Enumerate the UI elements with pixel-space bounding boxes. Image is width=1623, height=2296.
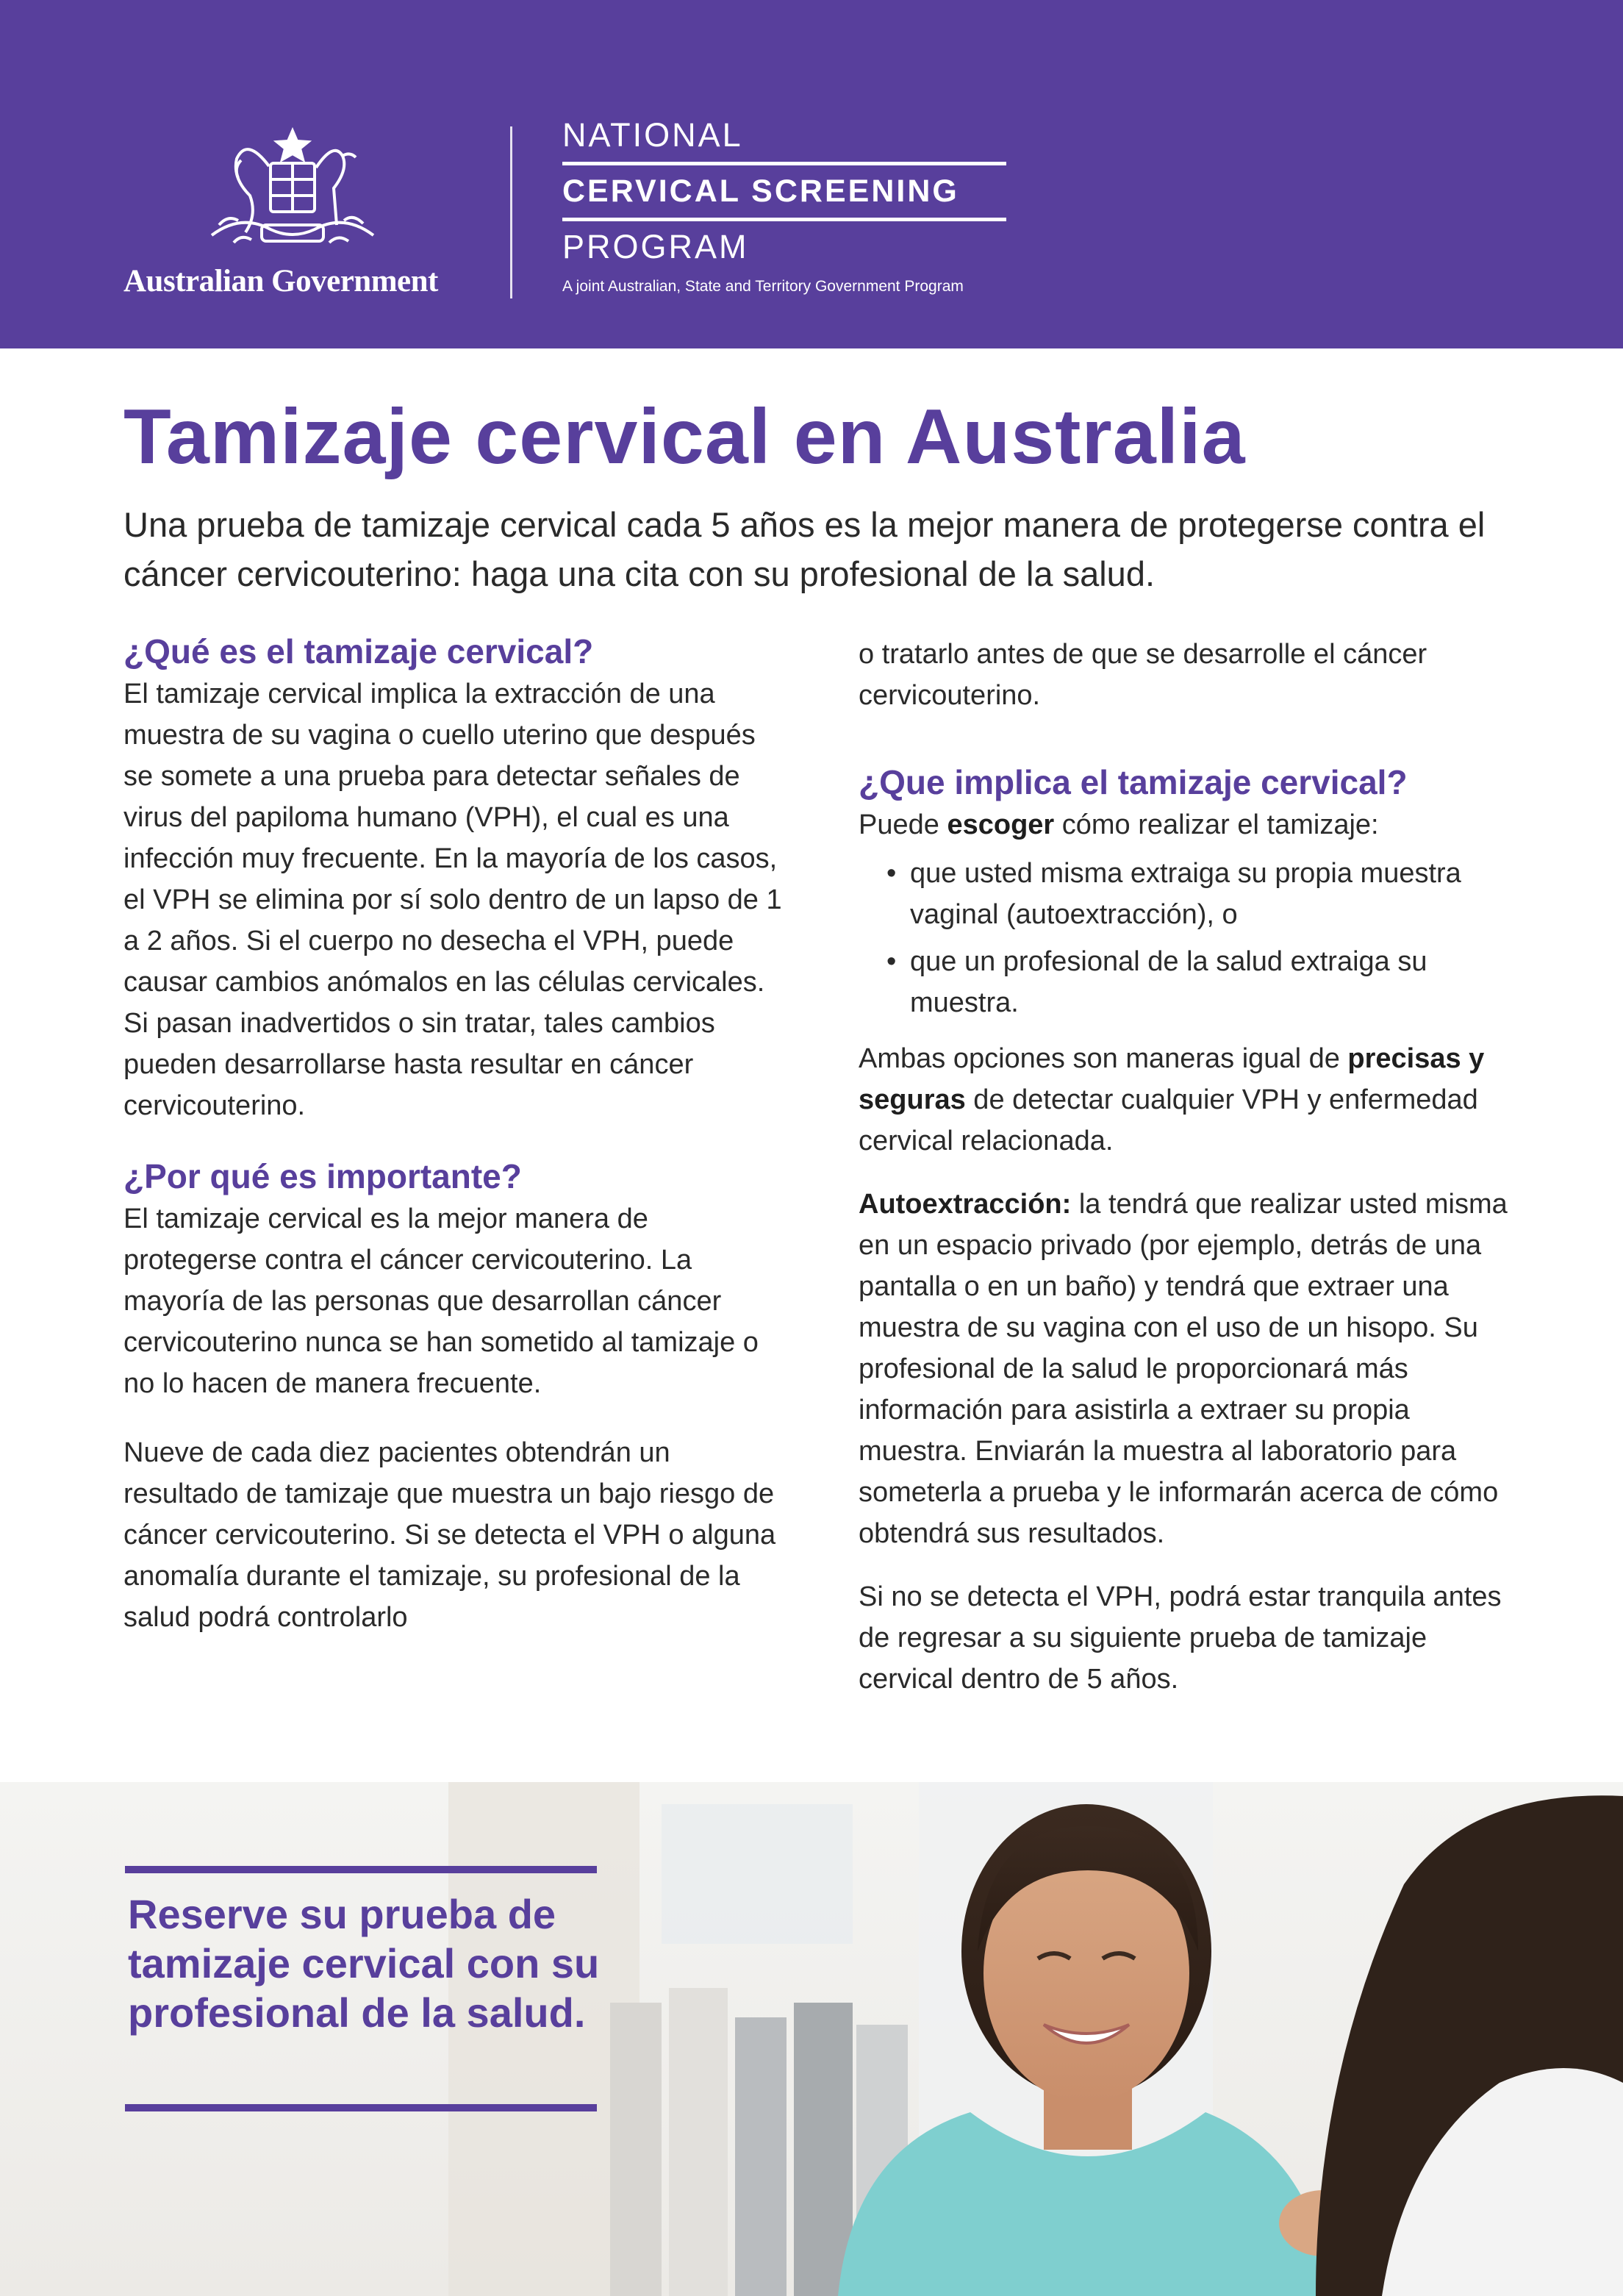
left-column (123, 629, 785, 1638)
paragraph-nine-of-ten: Nueve de cada diez pacientes obtendrán un resultado de tamizaje que muestra un bajo riesgo de cáncer cervicouterino. Si se detecta el VPH o alguna anomalía durante el tamizaje, su profesional de la salud podrá controlarlo (123, 1437, 776, 1633)
paragraph-choose: Puede escoger cómo realizar el tamizaje: (859, 809, 1379, 840)
lead-paragraph: Una prueba de tamizaje cervical cada 5 años es la mejor manera de protegerse contra el cáncer cervicouterino: haga una cita con su profesional de la salud. (123, 505, 1486, 593)
program-rule-bottom (562, 218, 1006, 221)
paragraph-self-collection: Autoextracción: la tendrá que realizar usted misma en un espacio privado (por ejemplo, detrás de una pantalla o en un baño) y tendrá que extraer una muestra de su vagina con el uso de un hisopo. Su profesional de la salud le proporcionará más información para asistirla a extraer su propia muestra. Enviarán la muestra al laboratorio para someterla a prueba y le informarán acerca de cómo obtendrá sus resultados. (859, 1189, 1508, 1549)
program-rule-top (562, 162, 1006, 165)
heading-why-important: ¿Por qué es importante? (123, 1157, 522, 1195)
paragraph-continued: o tratarlo antes de que se desarrolle el cáncer cervicouterino. (859, 639, 1427, 711)
heading-what-involves: ¿Que implica el tamizaje cervical? (859, 763, 1408, 801)
list-item: • que un profesional de la salud extraiga su muestra. (886, 946, 1427, 1018)
cta-rule-bottom (125, 2104, 597, 2111)
paragraph-both-options: Ambas opciones son maneras igual de precisas y seguras de detectar cualquier VPH y enfermedad cervical relacionada. (859, 1043, 1485, 1156)
right-column (859, 634, 1520, 1700)
call-to-action: Reserve su prueba de tamizaje cervical con su profesional de la salud. (128, 1891, 600, 2036)
heading-what-is: ¿Qué es el tamizaje cervical? (123, 632, 594, 670)
paragraph-no-hpv: Si no se detecta el VPH, podrá estar tranquila antes de regresar a su siguiente prueba de tamizaje cervical dentro de 5 años. (859, 1581, 1502, 1695)
cta-rule-top (125, 1866, 597, 1873)
program-line-national: NATIONAL (562, 116, 743, 154)
page-title: Tamizaje cervical en Australia (123, 393, 1246, 480)
government-name: Australian Government (123, 264, 438, 298)
program-line-cervical-screening: CERVICAL SCREENING (562, 174, 959, 209)
header-band (0, 0, 1623, 348)
coat-of-arms-logo (197, 125, 388, 265)
program-line-program: PROGRAM (562, 228, 749, 265)
hero-photo (0, 1782, 1623, 2296)
list-item: • que usted misma extraiga su propia muestra vaginal (autoextracción), o (886, 858, 1461, 930)
paragraph-what-is: El tamizaje cervical implica la extracción de una muestra de su vagina o cuello uterino que después se somete a una prueba para detectar señales de virus del papiloma humano (VPH), el cual es una infección muy frecuente. En la mayoría de los casos, el VPH se elimina por sí solo dentro de un lapso de 1 a 2 años. Si el cuerpo no desecha el VPH, puede causar cambios anómalos en las células cervicales. Si pasan inadvertidos o sin tratar, tales cambios pueden desarrollarse hasta resultar en cáncer cervicouterino. (123, 679, 782, 1121)
options-list (859, 853, 1520, 1023)
photo-illustration (0, 1782, 1623, 2296)
paragraph-why-important: El tamizaje cervical es la mejor manera de protegerse contra el cáncer cervicouterino. La mayoría de las personas que desarrollan cáncer cervicouterino nunca se han sometido al tamizaje o no lo hacen de manera frecuente. (123, 1204, 759, 1399)
header-divider (510, 126, 512, 298)
program-subtitle: A joint Australian, State and Territory Government Program (562, 278, 964, 295)
